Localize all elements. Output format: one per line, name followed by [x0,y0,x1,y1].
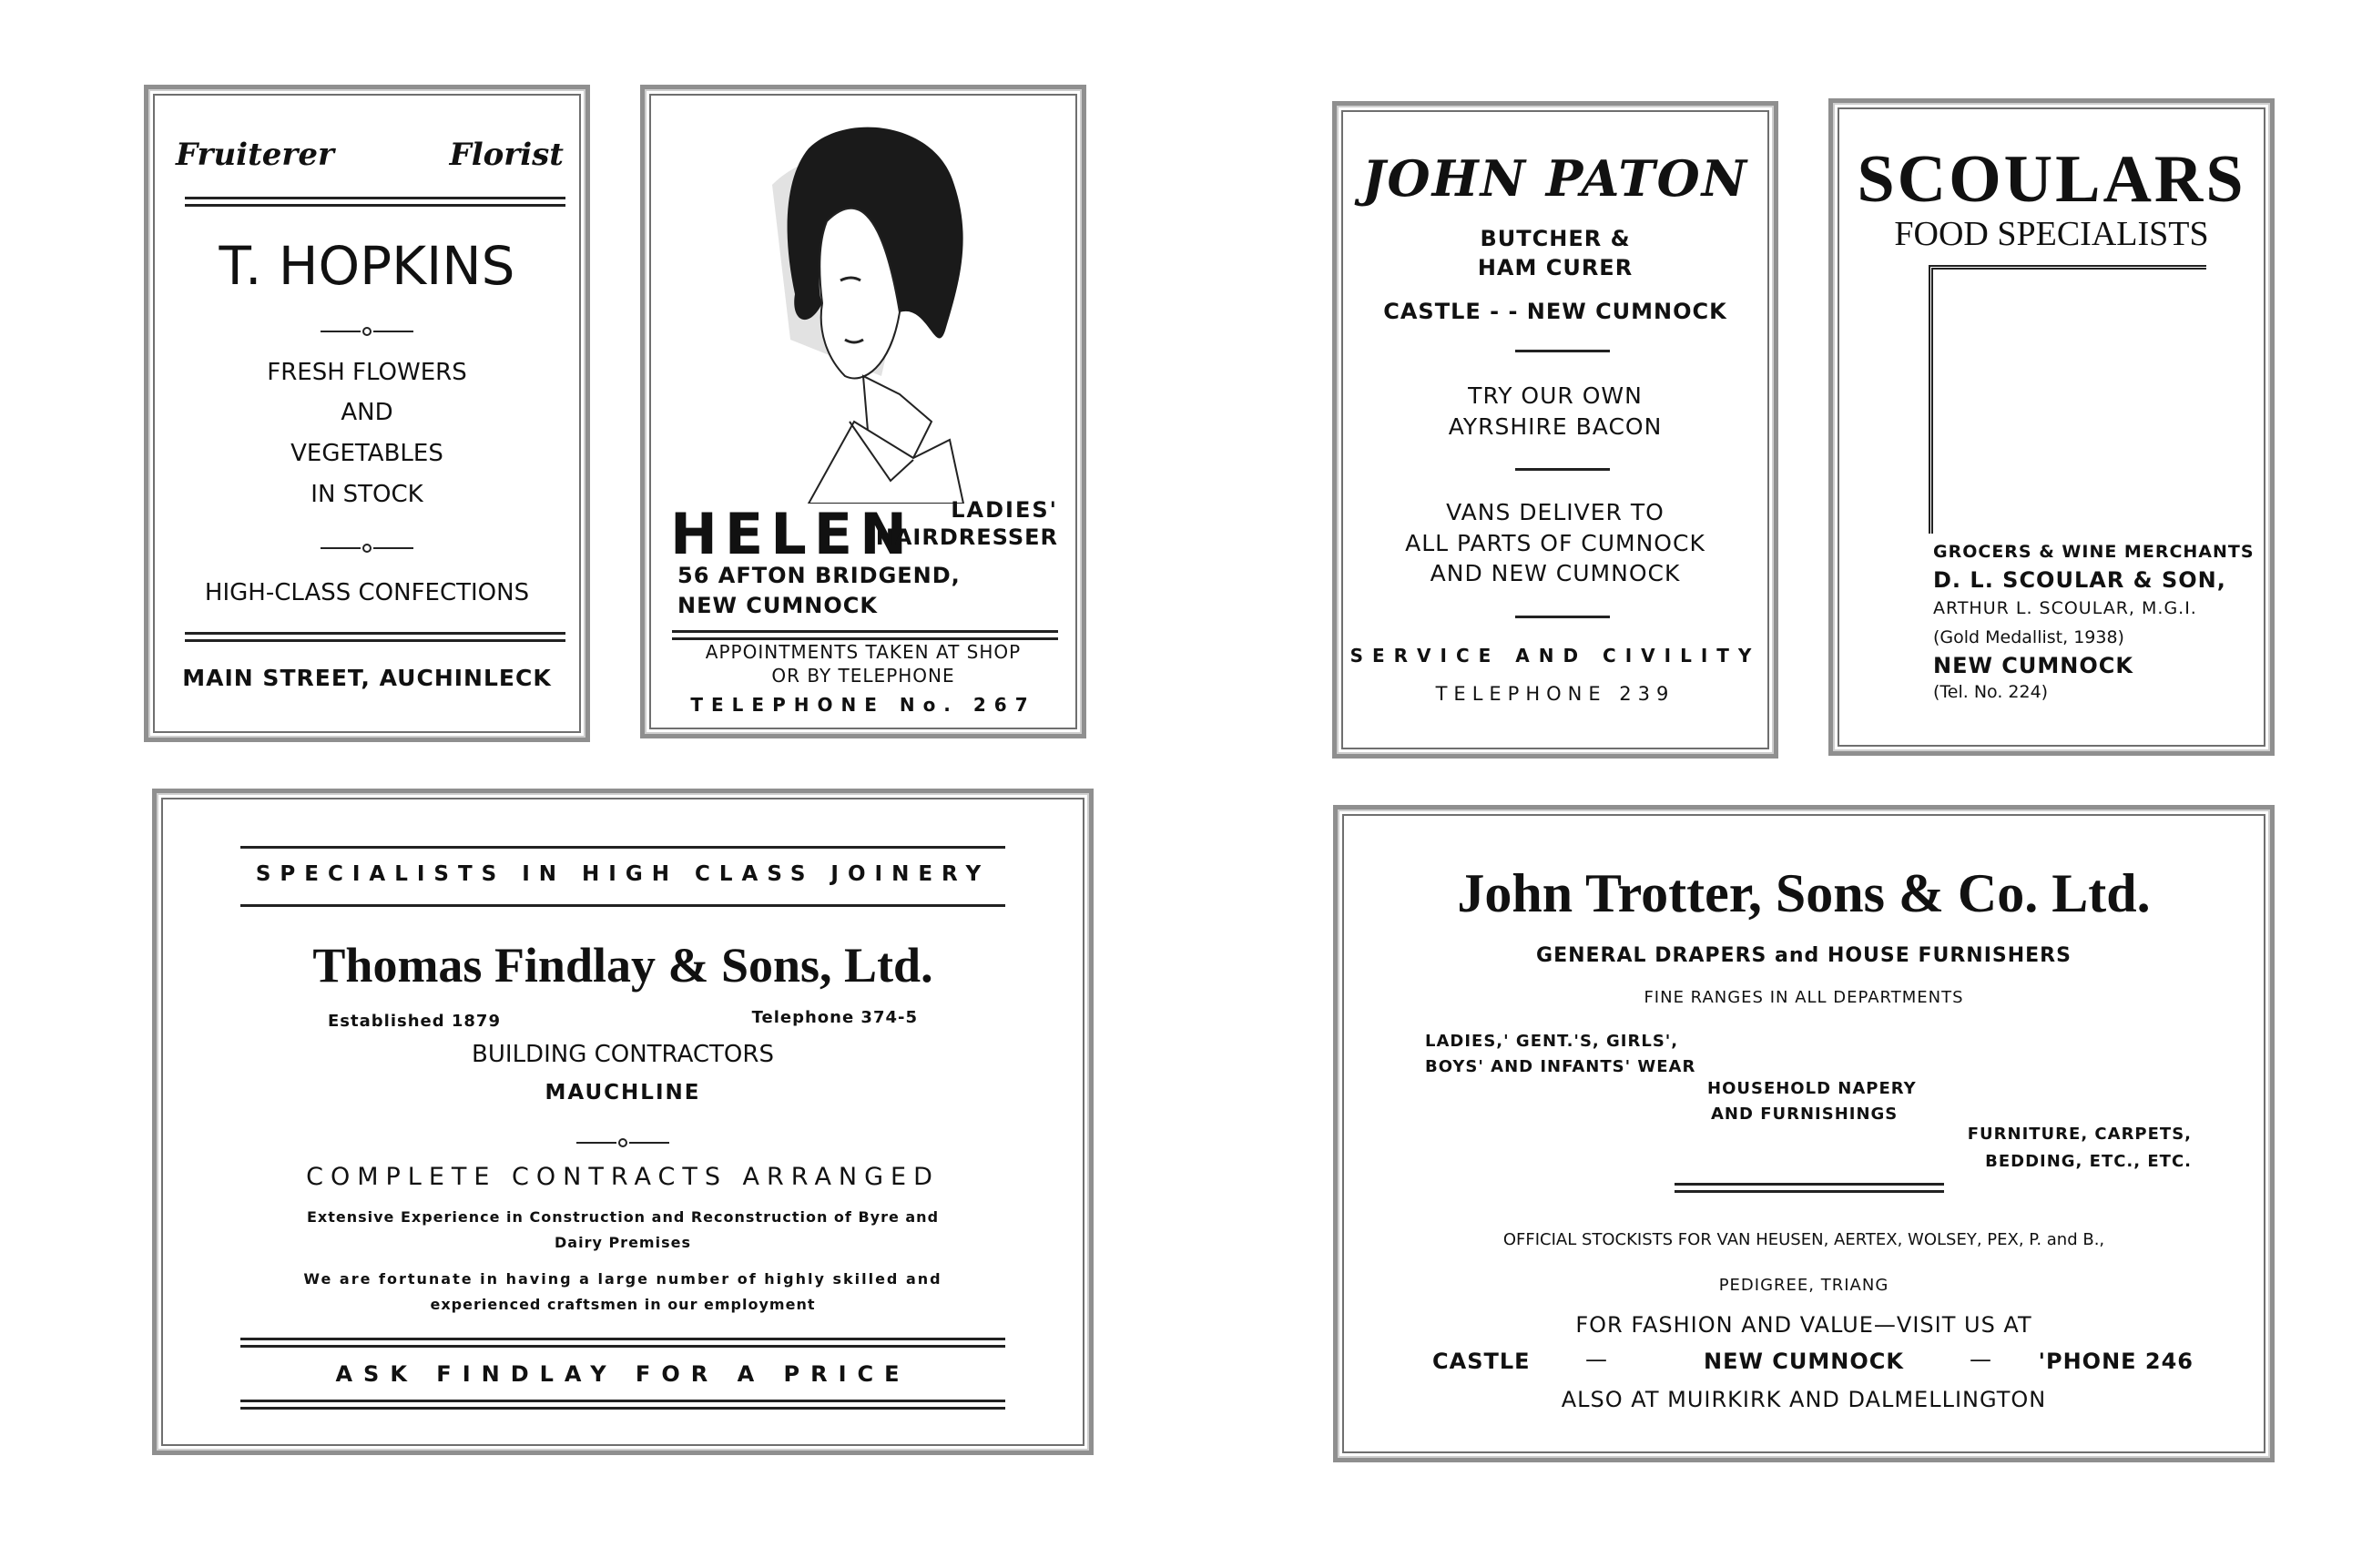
florist-script: Florist [449,137,564,173]
vans-line-3: AND NEW CUMNOCK [1430,560,1681,586]
stockists: OFFICIAL STOCKISTS FOR VAN HEUSEN, AERTEX, WOLSEY, PEX, P. and B., [1502,1230,2105,1249]
trade: BUILDING CONTRACTORS [472,1041,774,1068]
line-1: FRESH FLOWERS [267,359,467,386]
craftsmen-line-2: experienced craftsmen in our employment [430,1296,816,1313]
subtitle: FOOD SPECIALISTS [1894,215,2209,253]
wear-line-1: LADIES,' GENT.'S, GIRLS', [1425,1032,1679,1051]
divider [240,1400,1005,1410]
line-2: AND [341,399,393,426]
scoulars-ad [1828,98,2275,756]
findlay-ad [152,789,1094,1455]
divider [240,846,1005,849]
hopkins-ad [144,85,590,742]
confections: HIGH-CLASS CONFECTIONS [204,579,530,606]
business-name: Thomas Findlay & Sons, Ltd. [312,938,933,993]
address: MAIN STREET, AUCHINLECK [182,665,552,691]
address-line-2: NEW CUMNOCK [677,593,878,618]
appointments-line-2: OR BY TELEPHONE [771,665,955,687]
ornament [148,535,585,557]
divider [672,630,1058,640]
napery-line-1: HOUSEHOLD NAPERY [1707,1079,1917,1098]
ranges: FINE RANGES IN ALL DEPARTMENTS [1644,988,1964,1007]
helen-ad [640,85,1086,738]
furniture-line-1: FURNITURE, CARPETS, [1967,1125,2192,1144]
trotter-ad [1333,805,2275,1462]
line-4: IN STOCK [311,481,423,508]
established: Established 1879 [328,1012,501,1031]
bacon-line-2: AYRSHIRE BACON [1448,413,1663,440]
trade-line-1: BUTCHER & [1480,226,1631,251]
business-name: John Trotter, Sons & Co. Ltd. [1457,863,2151,923]
dash-2: — [1970,1347,1991,1372]
trade-line-2: HAM CURER [1477,255,1634,280]
role-line-2: HAIRDRESSER [875,524,1058,550]
dash-1: — [1585,1347,1607,1372]
furniture-line-2: BEDDING, ETC., ETC. [1985,1152,2192,1171]
divider [1515,616,1610,618]
vans-line-1: VANS DELIVER TO [1446,499,1665,525]
proprietor: D. L. SCOULAR & SON, [1933,567,2226,593]
trade: GENERAL DRAPERS and HOUSE FURNISHERS [1536,944,2072,967]
town: NEW CUMNOCK [1933,653,2133,678]
also: ALSO AT MUIRKIRK AND DALMELLINGTON [1561,1387,2047,1412]
line-3: VEGETABLES [290,440,443,467]
divider [240,1338,1005,1348]
role-line-1: LADIES' [951,497,1058,523]
ornament [157,1130,1089,1152]
town: NEW CUMNOCK [1704,1349,1904,1374]
divider [1675,1183,1944,1193]
telephone: Telephone 374-5 [751,1008,918,1027]
castle: CASTLE [1432,1349,1531,1374]
experience-line-1: Extensive Experience in Construction and Reconstruction of Byre and [306,1208,940,1226]
woman-portrait-illustration [754,121,982,504]
business-name: T. HOPKINS [219,235,515,297]
vans-line-2: ALL PARTS OF CUMNOCK [1405,530,1705,556]
divider [1515,350,1610,352]
business-name: JOHN PATON [1362,149,1748,208]
telephone: TELEPHONE 239 [1435,683,1675,705]
craftsmen-line-1: We are fortunate in having a large number of highly skilled and [303,1270,942,1288]
divider [1515,468,1610,471]
bacon-line-1: TRY OUR OWN [1468,382,1643,409]
photo-frame [1929,265,2206,534]
paton-ad [1332,101,1778,759]
arthur: ARTHUR L. SCOULAR, M.G.I. [1933,598,2197,618]
napery-line-2: AND FURNISHINGS [1711,1105,1899,1124]
fashion: FOR FASHION AND VALUE—VISIT US AT [1575,1312,2032,1338]
divider [185,197,565,207]
contracts: COMPLETE CONTRACTS ARRANGED [306,1163,940,1191]
motto: SERVICE AND CIVILITY [1349,645,1761,667]
address-line-1: 56 AFTON BRIDGEND, [677,563,961,588]
town: MAUCHLINE [545,1081,701,1105]
telephone: TELEPHONE No. 267 [690,694,1036,716]
experience-line-2: Dairy Premises [555,1234,691,1251]
wear-line-2: BOYS' AND INFANTS' WEAR [1425,1057,1696,1076]
medal: (Gold Medallist, 1938) [1933,627,2124,647]
phone: 'PHONE 246 [2038,1349,2194,1374]
fruiterer-script: Fruiterer [176,137,334,173]
slogan: ASK FINDLAY FOR A PRICE [335,1361,911,1387]
location: CASTLE - - NEW CUMNOCK [1383,299,1727,324]
divider [240,904,1005,907]
trade: GROCERS & WINE MERCHANTS [1933,542,2255,562]
divider [185,632,565,642]
tel: (Tel. No. 224) [1933,682,2049,702]
appointments-line-1: APPOINTMENTS TAKEN AT SHOP [705,641,1022,663]
banner: SPECIALISTS IN HIGH CLASS JOINERY [255,862,991,886]
ornament [148,319,585,341]
stockists-line-2: PEDIGREE, TRIANG [1718,1276,1889,1295]
business-name: SCOULARS [1857,142,2246,217]
business-name: HELEN [670,501,914,567]
